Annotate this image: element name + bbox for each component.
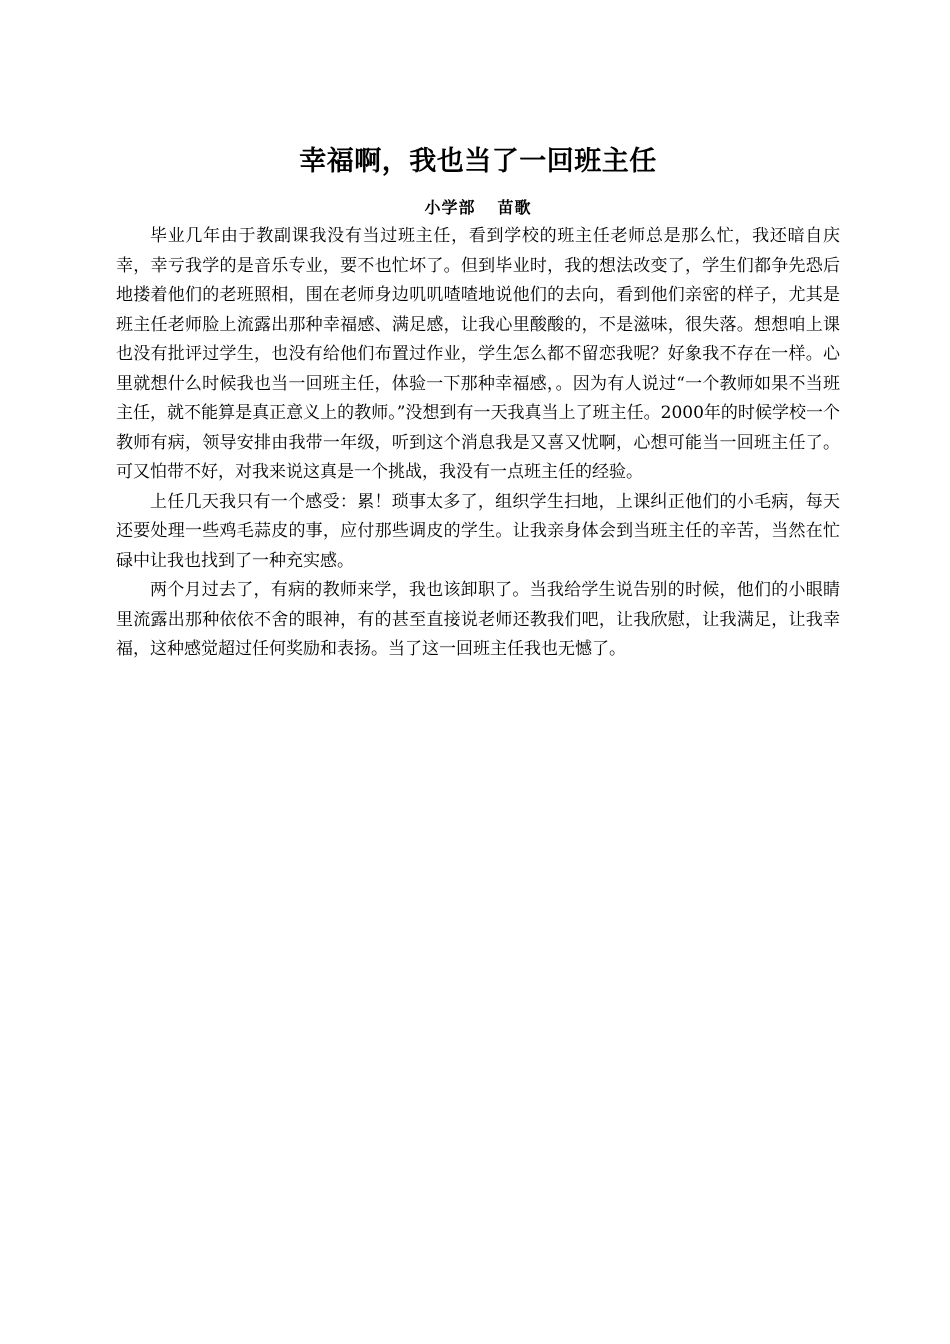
byline (116, 198, 840, 218)
paragraph: 毕业几年由于教副课我没有当过班主任，看到学校的班主任老师总是那么忙，我还暗自庆幸，幸亏我学的是音乐专业，要不也忙坏了。但到毕业时，我的想法改变了，学生们都争先恐后地搂着他们的老班照相，围在老师身边叽叽喳喳地说他们的去向，看到他们亲密的样子，尤其是班主任老师脸上流露出那种幸福感、满足感，让我心里酸酸的，不是滋味，很失落。想想咱上课也没有批评过学生，也没有给他们布置过作业，学生怎么都不留恋我呢？好象我不存在一样。心里就想什么时候我也当一回班主任，体验一下那种幸福感，。因为有人说过“一个教师如果不当班主任，就不能算是真正意义上的教师。”没想到有一天我真当上了班主任。2000年的时候学校一个教师有病，领导安排由我带一年级，听到这个消息我是又喜又忧啊，心想可能当一回班主任了。可又怕带不好，对我来说这真是一个挑战，我没有一点班主任的经验。 (116, 226, 840, 482)
document-content (116, 138, 840, 665)
paragraph: 上任几天我只有一个感受：累！琐事太多了，组织学生扫地，上课纠正他们的小毛病，每天还要处理一些鸡毛蒜皮的事，应付那些调皮的学生。让我亲身体会到当班主任的辛苦，当然在忙碌中让我也找到了一种充实感。 (116, 491, 840, 571)
page-title: 幸福啊，我也当了一回班主任 (299, 146, 657, 177)
department-label: 小学部 (424, 198, 476, 217)
author-name: 苗歌 (497, 198, 532, 217)
article-body (116, 222, 840, 665)
paragraph: 两个月过去了，有病的教师来学，我也该卸职了。当我给学生说告别的时候，他们的小眼睛里流露出那种依依不舍的眼神，有的甚至直接说老师还教我们吧，让我欣慰，让我满足，让我幸福，这种感觉超过任何奖励和表扬。当了这一回班主任我也无憾了。 (116, 580, 840, 659)
